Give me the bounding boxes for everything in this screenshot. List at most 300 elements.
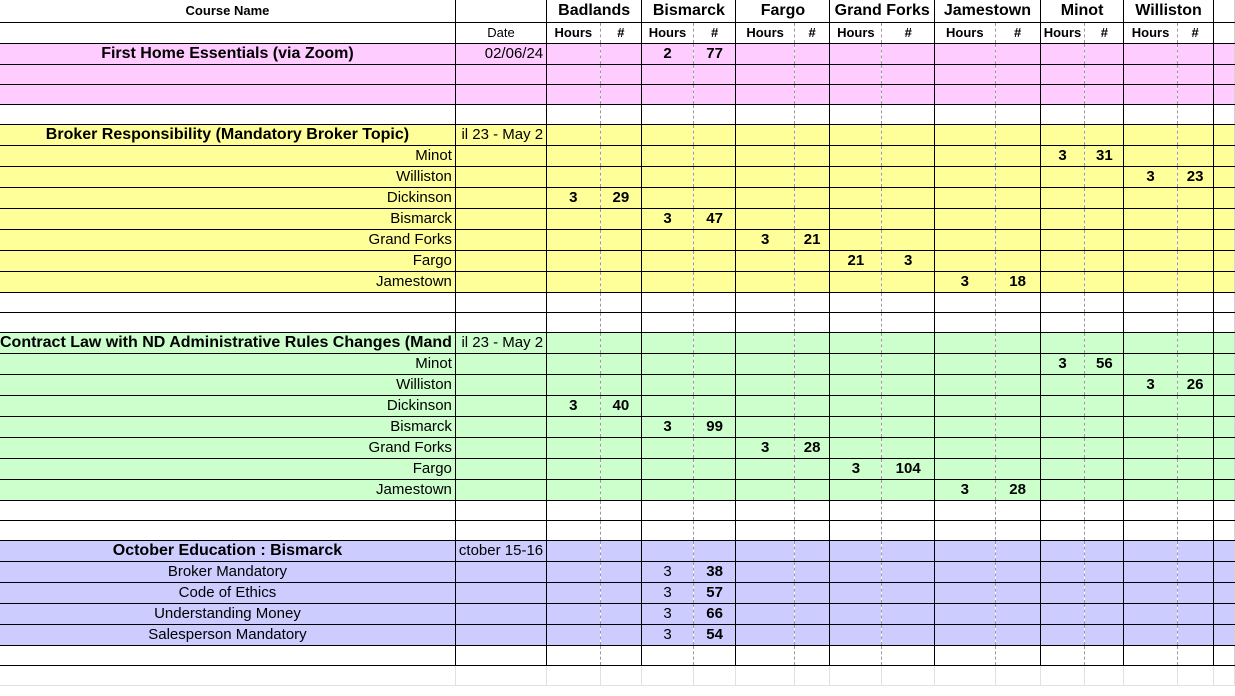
cell[interactable] xyxy=(1124,312,1177,332)
count-cell[interactable]: 47 xyxy=(693,208,736,229)
cell[interactable] xyxy=(600,458,642,479)
cell[interactable] xyxy=(995,332,1040,353)
cell[interactable] xyxy=(1213,437,1234,458)
location-header-fargo[interactable]: Fargo xyxy=(736,0,830,22)
hours-cell[interactable]: 3 xyxy=(1124,166,1177,187)
cell[interactable] xyxy=(1124,437,1177,458)
hours-cell[interactable]: 3 xyxy=(642,603,694,624)
cell[interactable] xyxy=(1040,64,1085,84)
hours-header[interactable]: Hours xyxy=(830,22,882,43)
cell[interactable] xyxy=(830,353,882,374)
cell[interactable] xyxy=(455,166,546,187)
cell[interactable] xyxy=(1040,124,1085,145)
row-label[interactable]: Dickinson xyxy=(0,187,455,208)
cell[interactable] xyxy=(794,561,830,582)
count-header[interactable]: # xyxy=(1177,22,1213,43)
cell[interactable] xyxy=(995,229,1040,250)
cell[interactable] xyxy=(1213,64,1234,84)
cell[interactable] xyxy=(935,64,995,84)
cell[interactable] xyxy=(1213,208,1234,229)
cell[interactable] xyxy=(642,500,694,520)
cell[interactable] xyxy=(455,665,546,685)
cell[interactable] xyxy=(736,43,794,64)
cell[interactable] xyxy=(600,145,642,166)
cell[interactable] xyxy=(736,166,794,187)
cell[interactable] xyxy=(830,582,882,603)
count-cell[interactable]: 54 xyxy=(693,624,736,645)
cell[interactable] xyxy=(1213,145,1234,166)
cell[interactable] xyxy=(794,395,830,416)
location-header-jamestown[interactable]: Jamestown xyxy=(935,0,1041,22)
cell[interactable] xyxy=(1213,665,1234,685)
cell[interactable] xyxy=(1177,229,1213,250)
cell[interactable] xyxy=(547,416,600,437)
cell[interactable] xyxy=(1124,332,1177,353)
cell[interactable] xyxy=(455,353,546,374)
cell[interactable] xyxy=(882,145,935,166)
cell[interactable] xyxy=(693,520,736,540)
cell[interactable] xyxy=(0,104,455,124)
cell[interactable] xyxy=(455,187,546,208)
cell[interactable] xyxy=(642,145,694,166)
cell[interactable] xyxy=(0,22,455,43)
cell[interactable] xyxy=(935,312,995,332)
cell[interactable] xyxy=(642,353,694,374)
cell[interactable] xyxy=(547,624,600,645)
cell[interactable] xyxy=(1040,624,1085,645)
cell[interactable] xyxy=(830,332,882,353)
cell[interactable] xyxy=(736,624,794,645)
cell[interactable] xyxy=(693,229,736,250)
cell[interactable] xyxy=(736,520,794,540)
count-header[interactable]: # xyxy=(1085,22,1124,43)
cell[interactable] xyxy=(0,312,455,332)
cell[interactable] xyxy=(1177,665,1213,685)
cell[interactable] xyxy=(736,271,794,292)
cell[interactable] xyxy=(935,374,995,395)
cell[interactable] xyxy=(455,520,546,540)
cell[interactable] xyxy=(455,208,546,229)
cell[interactable] xyxy=(1177,104,1213,124)
cell[interactable] xyxy=(600,353,642,374)
cell[interactable] xyxy=(1124,395,1177,416)
hours-cell[interactable]: 3 xyxy=(830,458,882,479)
cell[interactable] xyxy=(600,292,642,312)
hours-header[interactable]: Hours xyxy=(1124,22,1177,43)
cell[interactable] xyxy=(1085,374,1124,395)
cell[interactable] xyxy=(794,43,830,64)
cell[interactable] xyxy=(455,624,546,645)
cell[interactable] xyxy=(600,479,642,500)
cell[interactable] xyxy=(642,374,694,395)
cell[interactable] xyxy=(794,520,830,540)
cell[interactable] xyxy=(995,437,1040,458)
cell[interactable] xyxy=(1213,312,1234,332)
cell[interactable] xyxy=(642,665,694,685)
count-cell[interactable]: 77 xyxy=(693,43,736,64)
cell[interactable] xyxy=(830,187,882,208)
cell[interactable] xyxy=(547,104,600,124)
cell[interactable] xyxy=(830,645,882,665)
cell[interactable] xyxy=(1124,582,1177,603)
cell[interactable] xyxy=(1040,582,1085,603)
cell[interactable] xyxy=(1040,603,1085,624)
cell[interactable] xyxy=(830,665,882,685)
cell[interactable] xyxy=(794,64,830,84)
cell[interactable] xyxy=(1085,271,1124,292)
cell[interactable] xyxy=(1213,353,1234,374)
cell[interactable] xyxy=(1040,312,1085,332)
cell[interactable] xyxy=(935,582,995,603)
cell[interactable] xyxy=(1177,458,1213,479)
cell[interactable] xyxy=(1085,395,1124,416)
cell[interactable] xyxy=(882,187,935,208)
cell[interactable] xyxy=(995,561,1040,582)
cell[interactable] xyxy=(830,271,882,292)
cell[interactable] xyxy=(830,479,882,500)
cell[interactable] xyxy=(736,187,794,208)
cell[interactable] xyxy=(995,416,1040,437)
cell[interactable] xyxy=(1124,104,1177,124)
cell[interactable] xyxy=(1177,624,1213,645)
cell[interactable] xyxy=(642,332,694,353)
cell[interactable] xyxy=(1213,540,1234,561)
cell[interactable] xyxy=(1085,561,1124,582)
cell[interactable] xyxy=(882,208,935,229)
cell[interactable] xyxy=(693,437,736,458)
cell[interactable] xyxy=(1177,124,1213,145)
cell[interactable] xyxy=(455,64,546,84)
cell[interactable] xyxy=(1177,582,1213,603)
cell[interactable] xyxy=(1213,229,1234,250)
cell[interactable] xyxy=(693,645,736,665)
cell[interactable] xyxy=(600,520,642,540)
cell[interactable] xyxy=(736,603,794,624)
cell[interactable] xyxy=(547,353,600,374)
cell[interactable] xyxy=(693,292,736,312)
cell[interactable] xyxy=(642,520,694,540)
cell[interactable] xyxy=(1040,416,1085,437)
cell[interactable] xyxy=(1177,187,1213,208)
cell[interactable] xyxy=(794,250,830,271)
cell[interactable] xyxy=(830,166,882,187)
cell[interactable] xyxy=(547,540,600,561)
cell[interactable] xyxy=(736,582,794,603)
row-label[interactable]: Minot xyxy=(0,353,455,374)
cell[interactable] xyxy=(794,166,830,187)
cell[interactable] xyxy=(794,312,830,332)
cell[interactable] xyxy=(600,229,642,250)
cell[interactable] xyxy=(693,374,736,395)
cell[interactable] xyxy=(736,64,794,84)
cell[interactable] xyxy=(830,104,882,124)
cell[interactable] xyxy=(794,645,830,665)
count-cell[interactable]: 57 xyxy=(693,582,736,603)
cell[interactable] xyxy=(1213,84,1234,104)
cell[interactable] xyxy=(736,104,794,124)
cell[interactable] xyxy=(1040,665,1085,685)
cell[interactable] xyxy=(1085,665,1124,685)
cell[interactable] xyxy=(935,124,995,145)
cell[interactable] xyxy=(547,374,600,395)
cell[interactable] xyxy=(455,479,546,500)
cell[interactable] xyxy=(736,84,794,104)
cell[interactable] xyxy=(794,582,830,603)
row-label[interactable]: Dickinson xyxy=(0,395,455,416)
count-cell[interactable]: 21 xyxy=(794,229,830,250)
cell[interactable] xyxy=(642,395,694,416)
cell[interactable] xyxy=(455,271,546,292)
row-label[interactable]: Fargo xyxy=(0,458,455,479)
cell[interactable] xyxy=(642,64,694,84)
hours-header[interactable]: Hours xyxy=(736,22,794,43)
cell[interactable] xyxy=(830,64,882,84)
cell[interactable] xyxy=(1040,271,1085,292)
cell[interactable] xyxy=(547,166,600,187)
cell[interactable] xyxy=(995,124,1040,145)
cell[interactable] xyxy=(736,645,794,665)
count-cell[interactable]: 40 xyxy=(600,395,642,416)
section-title-contract[interactable]: Contract Law with ND Administrative Rules Changes (Mand xyxy=(0,332,455,353)
cell[interactable] xyxy=(547,561,600,582)
location-header-minot[interactable]: Minot xyxy=(1040,0,1124,22)
cell[interactable] xyxy=(1124,208,1177,229)
cell[interactable] xyxy=(600,124,642,145)
cell[interactable] xyxy=(600,208,642,229)
cell[interactable] xyxy=(1213,124,1234,145)
cell[interactable] xyxy=(1213,395,1234,416)
cell[interactable] xyxy=(1040,645,1085,665)
cell[interactable] xyxy=(642,187,694,208)
cell[interactable] xyxy=(1177,43,1213,64)
row-label[interactable]: Fargo xyxy=(0,250,455,271)
cell[interactable] xyxy=(830,292,882,312)
cell[interactable] xyxy=(455,603,546,624)
row-label[interactable]: Bismarck xyxy=(0,208,455,229)
cell[interactable] xyxy=(1124,561,1177,582)
cell[interactable] xyxy=(1177,145,1213,166)
cell[interactable] xyxy=(1124,520,1177,540)
location-header-badlands[interactable]: Badlands xyxy=(547,0,642,22)
cell[interactable] xyxy=(1040,166,1085,187)
section-title-october[interactable]: October Education : Bismarck xyxy=(0,540,455,561)
cell[interactable] xyxy=(882,603,935,624)
cell[interactable] xyxy=(1085,479,1124,500)
cell[interactable] xyxy=(0,520,455,540)
cell[interactable] xyxy=(600,374,642,395)
cell[interactable] xyxy=(642,540,694,561)
cell[interactable] xyxy=(455,395,546,416)
cell[interactable] xyxy=(455,312,546,332)
cell[interactable] xyxy=(882,540,935,561)
section-date[interactable]: ctober 15-16 xyxy=(455,540,546,561)
cell[interactable] xyxy=(1040,520,1085,540)
cell[interactable] xyxy=(693,187,736,208)
cell[interactable] xyxy=(995,540,1040,561)
cell[interactable] xyxy=(995,520,1040,540)
cell[interactable] xyxy=(455,250,546,271)
hours-cell[interactable]: 3 xyxy=(1040,145,1085,166)
cell[interactable] xyxy=(995,166,1040,187)
cell[interactable] xyxy=(1085,166,1124,187)
cell[interactable] xyxy=(882,84,935,104)
cell[interactable] xyxy=(1124,603,1177,624)
cell[interactable] xyxy=(736,416,794,437)
cell[interactable] xyxy=(1040,292,1085,312)
cell[interactable] xyxy=(935,250,995,271)
cell[interactable] xyxy=(547,229,600,250)
hours-header[interactable]: Hours xyxy=(935,22,995,43)
cell[interactable] xyxy=(794,332,830,353)
cell[interactable] xyxy=(1213,22,1234,43)
cell[interactable] xyxy=(693,84,736,104)
hours-cell[interactable]: 3 xyxy=(736,229,794,250)
cell[interactable] xyxy=(642,292,694,312)
cell[interactable] xyxy=(935,395,995,416)
cell[interactable] xyxy=(693,104,736,124)
cell[interactable] xyxy=(547,84,600,104)
cell[interactable] xyxy=(935,645,995,665)
cell[interactable] xyxy=(1213,104,1234,124)
cell[interactable] xyxy=(0,84,455,104)
cell[interactable] xyxy=(547,332,600,353)
cell[interactable] xyxy=(882,312,935,332)
count-cell[interactable]: 66 xyxy=(693,603,736,624)
cell[interactable] xyxy=(995,353,1040,374)
cell[interactable] xyxy=(642,250,694,271)
cell[interactable] xyxy=(455,561,546,582)
row-label[interactable]: Grand Forks xyxy=(0,229,455,250)
cell[interactable] xyxy=(1085,500,1124,520)
cell[interactable] xyxy=(642,104,694,124)
cell[interactable] xyxy=(1124,416,1177,437)
cell[interactable] xyxy=(1177,561,1213,582)
cell[interactable] xyxy=(736,332,794,353)
count-header[interactable]: # xyxy=(600,22,642,43)
hours-cell[interactable]: 3 xyxy=(736,437,794,458)
cell[interactable] xyxy=(830,500,882,520)
cell[interactable] xyxy=(1040,500,1085,520)
cell[interactable] xyxy=(455,229,546,250)
cell[interactable] xyxy=(1177,353,1213,374)
cell[interactable] xyxy=(1085,312,1124,332)
cell[interactable] xyxy=(1213,520,1234,540)
cell[interactable] xyxy=(1085,187,1124,208)
cell[interactable] xyxy=(1040,84,1085,104)
cell[interactable] xyxy=(693,271,736,292)
cell[interactable] xyxy=(1085,292,1124,312)
cell[interactable] xyxy=(736,395,794,416)
cell[interactable] xyxy=(1040,540,1085,561)
cell[interactable] xyxy=(547,458,600,479)
cell[interactable] xyxy=(600,561,642,582)
date-header[interactable]: Date xyxy=(455,22,546,43)
cell[interactable] xyxy=(455,104,546,124)
cell[interactable] xyxy=(882,645,935,665)
cell[interactable] xyxy=(1213,0,1234,22)
cell[interactable] xyxy=(547,520,600,540)
cell[interactable] xyxy=(794,603,830,624)
cell[interactable] xyxy=(600,166,642,187)
cell[interactable] xyxy=(1040,437,1085,458)
count-cell[interactable]: 28 xyxy=(794,437,830,458)
row-label[interactable]: Williston xyxy=(0,166,455,187)
cell[interactable] xyxy=(935,229,995,250)
cell[interactable] xyxy=(1124,64,1177,84)
cell[interactable] xyxy=(1124,187,1177,208)
cell[interactable] xyxy=(600,64,642,84)
location-header-grand-forks[interactable]: Grand Forks xyxy=(830,0,935,22)
cell[interactable] xyxy=(1085,250,1124,271)
cell[interactable] xyxy=(642,124,694,145)
cell[interactable] xyxy=(935,292,995,312)
cell[interactable] xyxy=(736,665,794,685)
cell[interactable] xyxy=(794,84,830,104)
cell[interactable] xyxy=(1177,271,1213,292)
cell[interactable] xyxy=(1085,64,1124,84)
hours-cell[interactable]: 3 xyxy=(935,271,995,292)
cell[interactable] xyxy=(455,374,546,395)
cell[interactable] xyxy=(0,500,455,520)
cell[interactable] xyxy=(794,374,830,395)
cell[interactable] xyxy=(736,374,794,395)
cell[interactable] xyxy=(1213,561,1234,582)
cell[interactable] xyxy=(547,582,600,603)
cell[interactable] xyxy=(794,479,830,500)
cell[interactable] xyxy=(600,84,642,104)
cell[interactable] xyxy=(547,603,600,624)
cell[interactable] xyxy=(736,145,794,166)
cell[interactable] xyxy=(0,665,455,685)
cell[interactable] xyxy=(736,500,794,520)
cell[interactable] xyxy=(935,43,995,64)
count-cell[interactable]: 31 xyxy=(1085,145,1124,166)
cell[interactable] xyxy=(1213,43,1234,64)
cell[interactable] xyxy=(693,540,736,561)
cell[interactable] xyxy=(455,582,546,603)
count-header[interactable]: # xyxy=(995,22,1040,43)
row-label[interactable]: Code of Ethics xyxy=(0,582,455,603)
cell[interactable] xyxy=(693,124,736,145)
hours-cell[interactable]: 21 xyxy=(830,250,882,271)
cell[interactable] xyxy=(642,645,694,665)
cell[interactable] xyxy=(1124,665,1177,685)
cell[interactable] xyxy=(1213,624,1234,645)
hours-cell[interactable]: 3 xyxy=(642,208,694,229)
cell[interactable] xyxy=(794,145,830,166)
cell[interactable] xyxy=(995,292,1040,312)
count-cell[interactable]: 99 xyxy=(693,416,736,437)
cell[interactable] xyxy=(882,624,935,645)
section-date[interactable]: il 23 - May 2 xyxy=(455,124,546,145)
cell[interactable] xyxy=(547,43,600,64)
date-header-blank[interactable] xyxy=(455,0,546,22)
cell[interactable] xyxy=(547,208,600,229)
cell[interactable] xyxy=(1177,395,1213,416)
cell[interactable] xyxy=(935,500,995,520)
cell[interactable] xyxy=(935,458,995,479)
cell[interactable] xyxy=(995,395,1040,416)
section-title-broker[interactable]: Broker Responsibility (Mandatory Broker Topic) xyxy=(0,124,455,145)
hours-cell[interactable]: 3 xyxy=(642,561,694,582)
cell[interactable] xyxy=(830,561,882,582)
cell[interactable] xyxy=(995,500,1040,520)
cell[interactable] xyxy=(736,561,794,582)
cell[interactable] xyxy=(1124,458,1177,479)
cell[interactable] xyxy=(600,104,642,124)
cell[interactable] xyxy=(1124,229,1177,250)
cell[interactable] xyxy=(1177,64,1213,84)
